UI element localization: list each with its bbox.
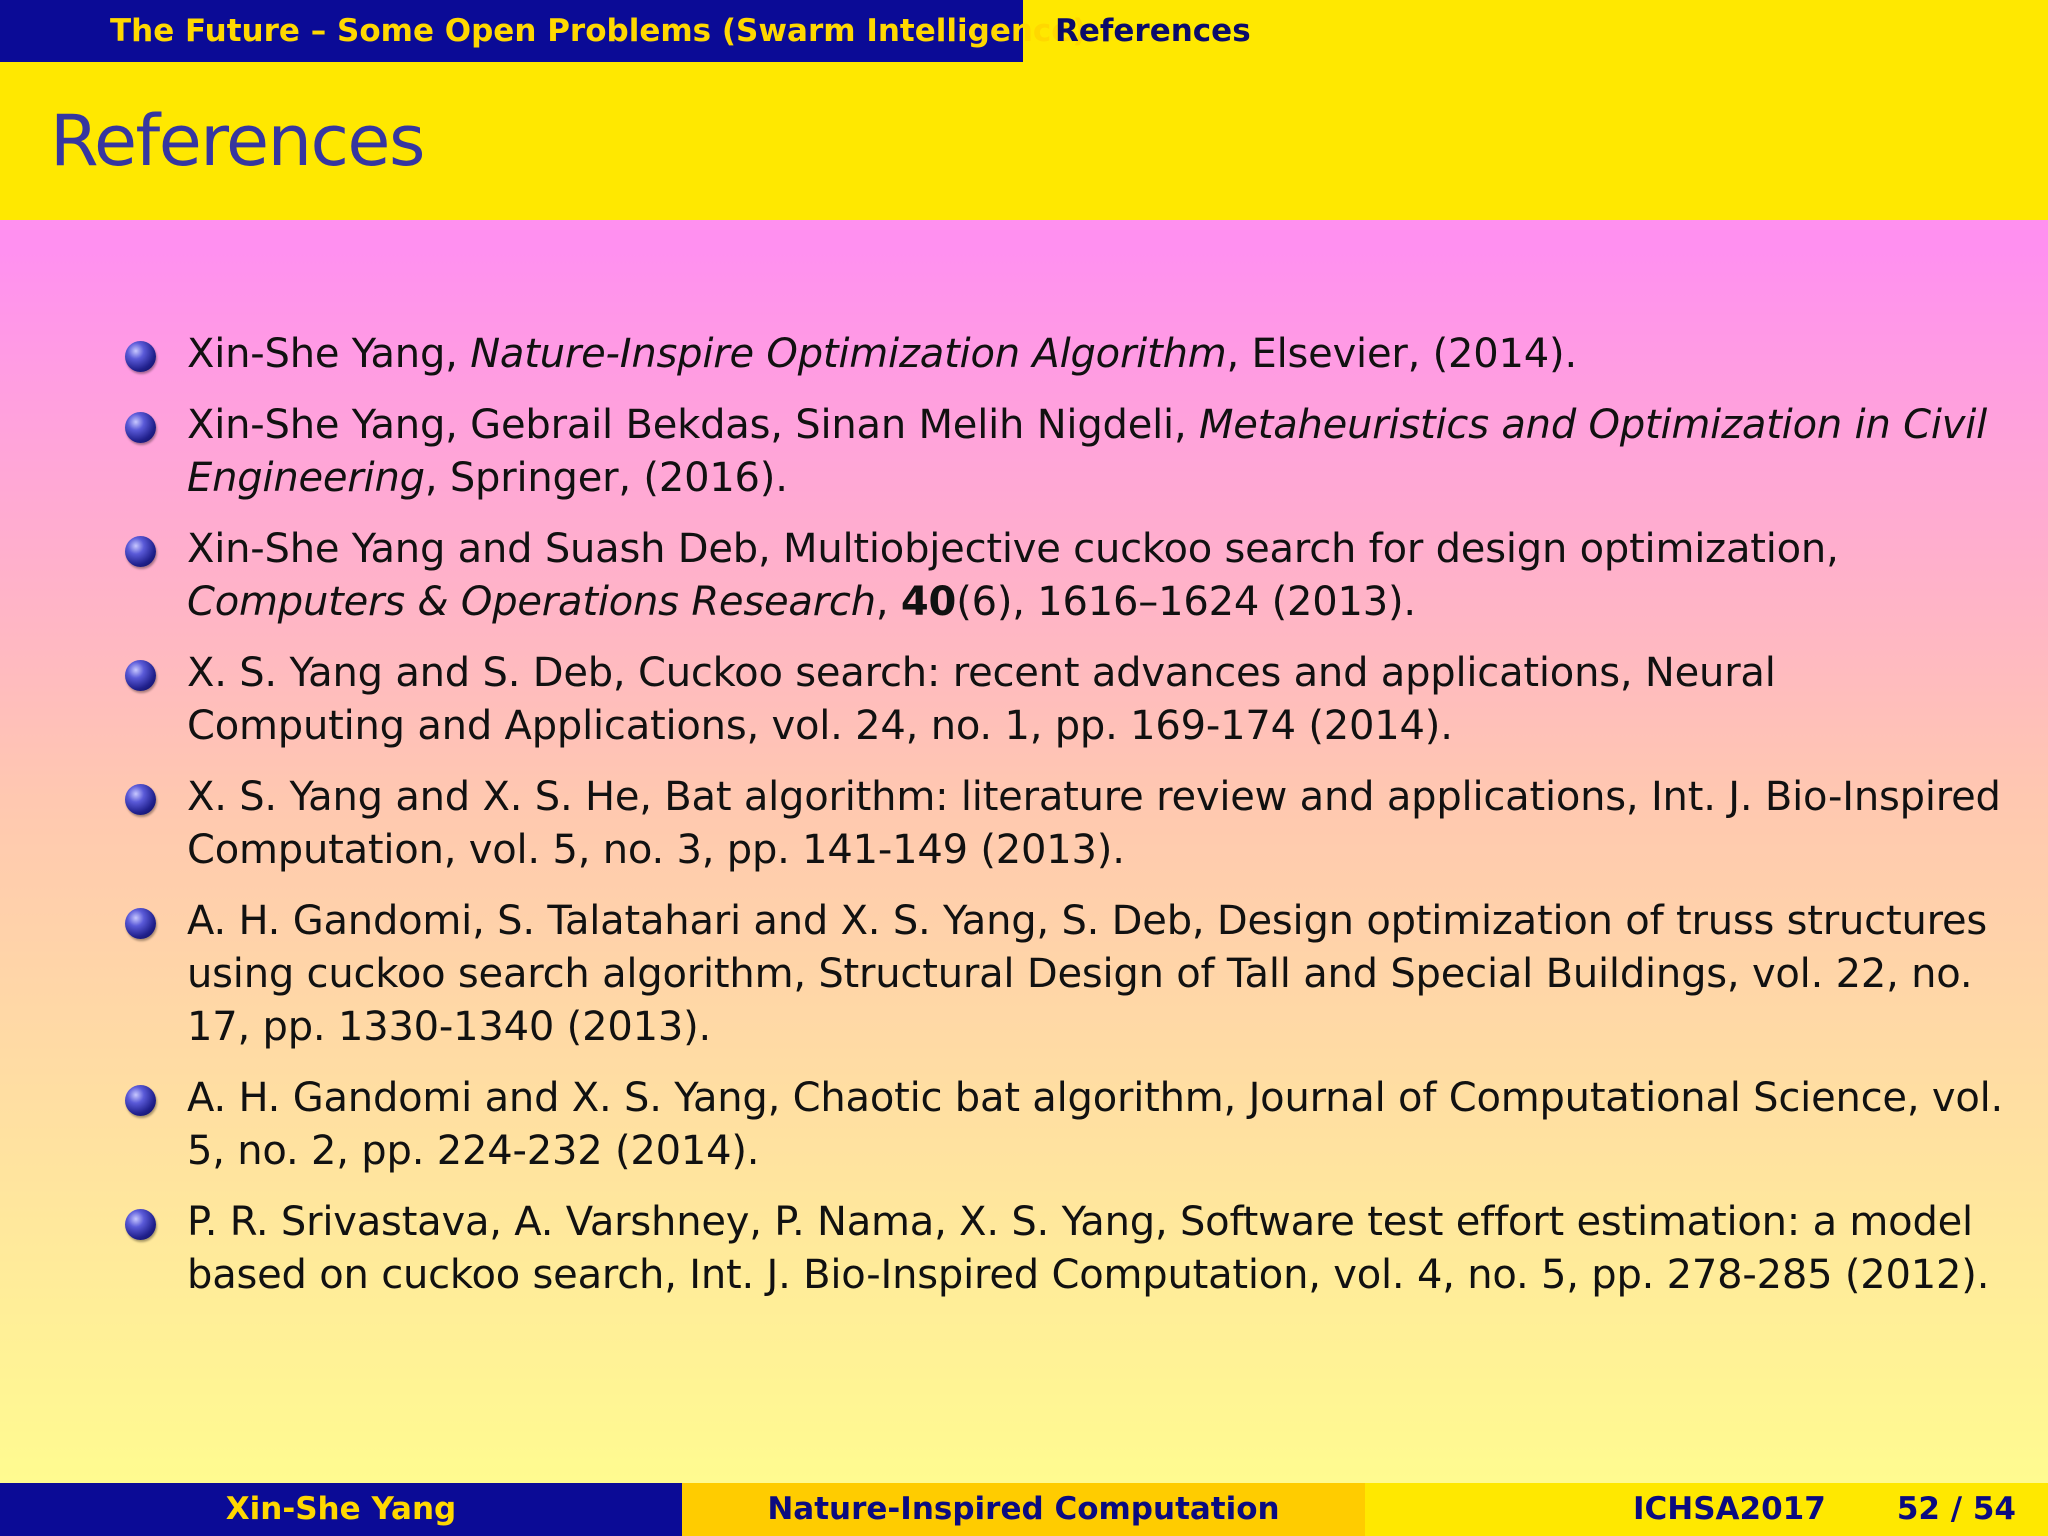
page-number: 52 / 54 <box>1896 1491 2016 1527</box>
slide-title: References <box>50 100 424 182</box>
reference-item <box>125 647 2005 753</box>
reference-text: , Springer, (2016). <box>424 455 788 501</box>
footer-author: Xin-She Yang <box>0 1483 682 1536</box>
top-navigation-bar <box>0 0 2048 62</box>
reference-book-title: Metaheuristics and Optimization in Civil Engineering <box>187 402 1988 501</box>
bullet-ball-icon <box>125 908 156 939</box>
reference-text: X. S. Yang and S. Deb, Cuckoo search: recent advances and applications, Neural Computing and Applications, vol. 24, no. 1, pp. 169-174 (2014). <box>187 650 1776 749</box>
bullet-ball-icon <box>125 660 156 691</box>
reference-item <box>125 523 2005 629</box>
reference-text: A. H. Gandomi, S. Talatahari and X. S. Yang, S. Deb, Design optimization of truss structures using cuckoo search algorithm, Structural Design of Tall and Special Buildings, vol. 22, no. 17, pp. 1330-1340 (2013). <box>187 898 1988 1050</box>
bullet-ball-icon <box>125 536 156 567</box>
reference-text: Xin-She Yang, <box>187 331 471 377</box>
bullet-ball-icon <box>125 1085 156 1116</box>
reference-item <box>125 1196 2005 1302</box>
bullet-ball-icon <box>125 784 156 815</box>
footer-talk-title: Nature-Inspired Computation <box>682 1483 1365 1536</box>
reference-text: (6), 1616–1624 (2013). <box>956 579 1416 625</box>
reference-item <box>125 771 2005 877</box>
reference-text: Xin-She Yang, Gebrail Bekdas, Sinan Melih Nigdeli, <box>187 402 1199 448</box>
reference-item <box>125 328 2005 381</box>
reference-item <box>125 1072 2005 1178</box>
nav-section-link[interactable]: The Future – Some Open Problems (Swarm Intelligence) <box>0 0 1023 62</box>
nav-subsection-link[interactable]: References <box>1055 13 1251 49</box>
title-band <box>0 62 2048 220</box>
bullet-ball-icon <box>125 412 156 443</box>
reference-journal-title: Computers & Operations Research <box>187 579 876 625</box>
footer-conference: ICHSA2017 <box>1633 1491 1826 1527</box>
footer-bar <box>0 1483 2048 1536</box>
reference-text: X. S. Yang and X. S. He, Bat algorithm: literature review and applications, Int. J. Bio-Inspired Computation, vol. 5, no. 3, pp. 141-149 (2013). <box>187 774 2001 873</box>
reference-list <box>125 328 2005 1320</box>
reference-text: P. R. Srivastava, A. Varshney, P. Nama, X. S. Yang, Software test effort estimation: a model based on cuckoo search, Int. J. Bio-Inspired Computation, vol. 4, no. 5, pp. 278-285 (2012). <box>187 1199 1990 1298</box>
bullet-ball-icon <box>125 1209 156 1240</box>
reference-item <box>125 399 2005 505</box>
reference-text: Xin-She Yang and Suash Deb, Multiobjective cuckoo search for design optimization, <box>187 526 1839 572</box>
bullet-ball-icon <box>125 341 156 372</box>
reference-volume: 40 <box>900 579 957 625</box>
reference-item <box>125 895 2005 1054</box>
reference-text: A. H. Gandomi and X. S. Yang, Chaotic bat algorithm, Journal of Computational Science, vol. 5, no. 2, pp. 224-232 (2014). <box>187 1075 2004 1174</box>
reference-book-title: Nature-Inspire Optimization Algorithm <box>470 331 1227 377</box>
reference-text: , Elsevier, (2014). <box>1226 331 1577 377</box>
reference-text: , <box>875 579 901 625</box>
footer-right <box>1365 1483 2048 1536</box>
